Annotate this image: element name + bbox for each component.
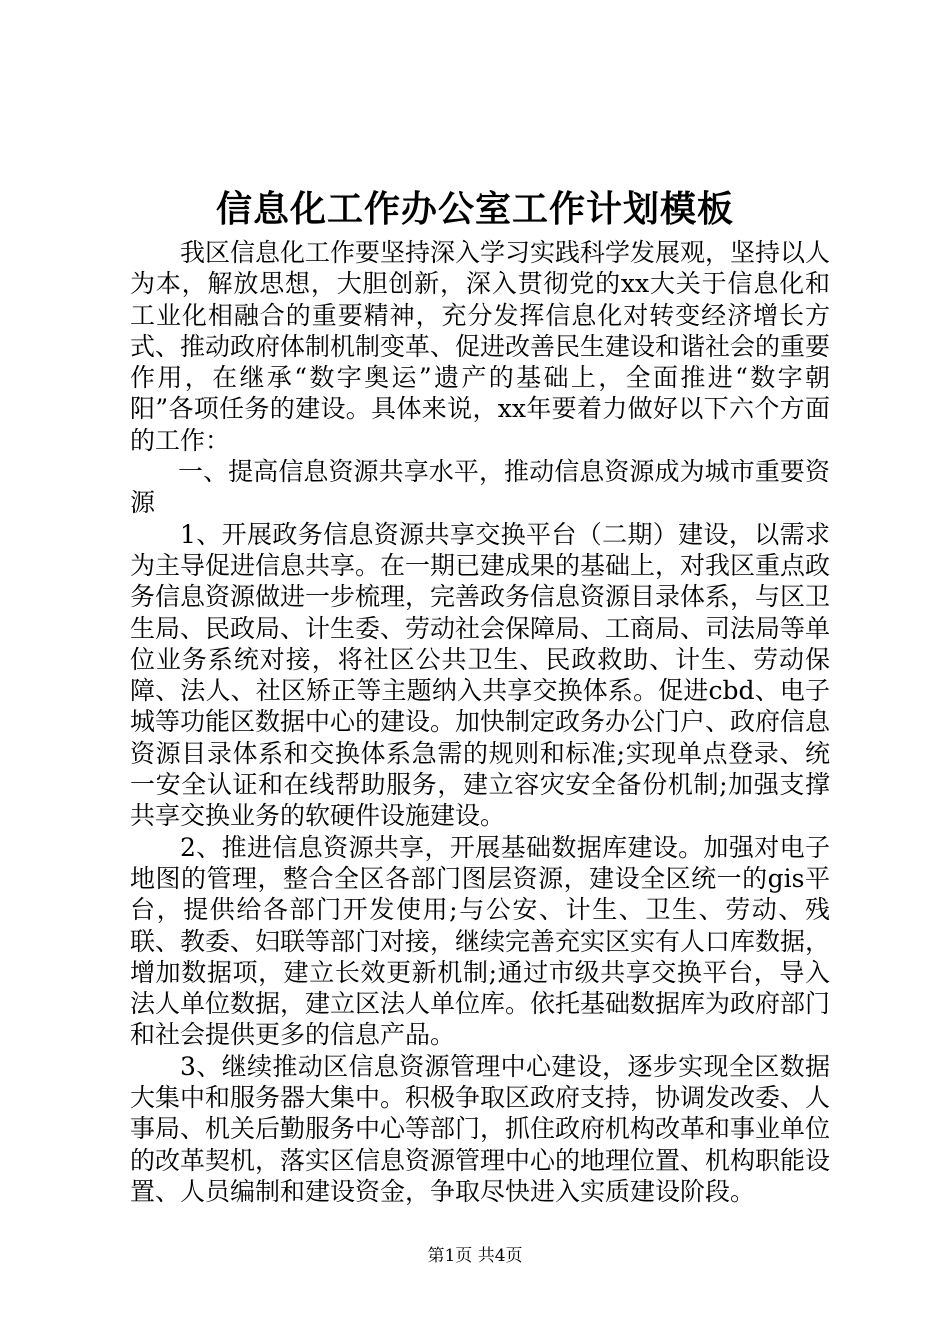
document-title: 信息化工作办公室工作计划模板: [215, 188, 734, 230]
intro-paragraph: 我区信息化工作要坚持深入学习实践科学发展观，坚持以人为本，解放思想，大胆创新，深入贯彻党的xx大关于信息化和工业化相融合的重要精神，充分发挥信息化对转变经济增长方式、推动政府体制机制变革、促进改善民生建设和谐社会的重要作用，在继承“数字奥运”遗产的基础上，全面推进“数字朝阳”各项任务的建设。具体来说，xx年要着力做好以下六个方面的工作：: [130, 238, 831, 455]
item-paragraph-3: 3、继续推动区信息资源管理中心建设，逐步实现全区数据大集中和服务器大集中。积极争取区政府支持，协调发改委、人事局、机关后勤服务中心等部门，抓住政府机构改革和事业单位的改革契机，落实区信息资源管理中心的地理位置、机构职能设置、人员编制和建设资金，争取尽快进入实质建设阶段。: [130, 1051, 831, 1206]
document-body: [130, 237, 830, 1207]
item-paragraph-2: 2、推进信息资源共享，开展基础数据库建设。加强对电子地图的管理，整合全区各部门图层资源，建设全区统一的gis平台，提供给各部门开发使用;与公安、计生、卫生、劳动、残联、教委、妇联等部门对接，继续完善充实区实有人口库数据，增加数据项，建立长效更新机制;通过市级共享交换平台，导入法人单位数据，建立区法人单位库。依托基础数据库为政府部门和社会提供更多的信息产品。: [130, 832, 831, 1050]
section-heading-1: 一、提高信息资源共享水平，推动信息资源成为城市重要资源: [130, 457, 830, 518]
item-paragraph-1: 1、开展政务信息资源共享交换平台（二期）建设，以需求为主导促进信息共享。在一期已建成果的基础上，对我区重点政务信息资源做进一步梳理，完善政务信息资源目录体系，与区卫生局、民政局、计生委、劳动社会保障局、工商局、司法局等单位业务系统对接，将社区公共卫生、民政救助、计生、劳动保障、法人、社区矫正等主题纳入共享交换体系。促进cbd、电子城等功能区数据中心的建设。加快制定政务办公门户、政府信息资源目录体系和交换体系急需的规则和标准;实现单点登录、统一安全认证和在线帮助服务，建立容灾安全备份机制;加强支撑共享交换业务的软硬件设施建设。: [130, 519, 831, 831]
page-footer: 第1页 共4页: [427, 1246, 523, 1266]
